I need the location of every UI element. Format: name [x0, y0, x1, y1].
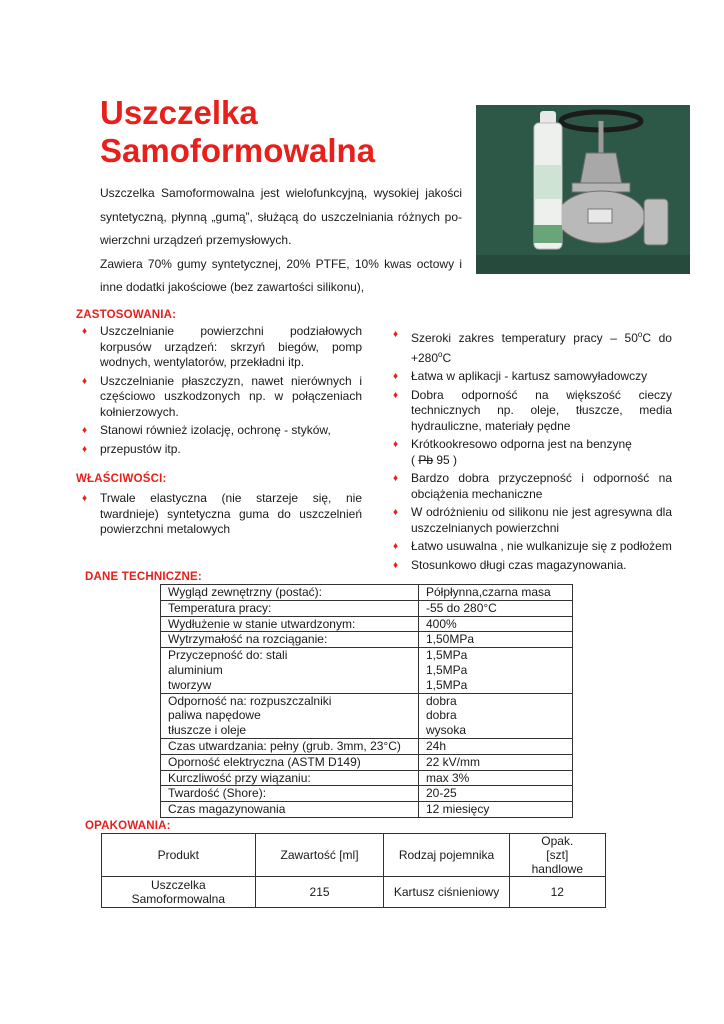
section-heading-opakowania: OPAKOWANIA: [85, 820, 171, 832]
product-photo [476, 105, 690, 274]
column-header: Rodzaj pojemnika [384, 834, 509, 877]
table-row: Twardość (Shore): 20-25 [161, 786, 573, 802]
bullet-icon: ♦ [393, 389, 399, 401]
list-item: ♦ Stanowi również izolację, ochronę - styków, [82, 423, 331, 437]
list-item: ♦ Bardzo dobra przyczepność i odporność na obciążenia mechaniczne [393, 471, 672, 501]
valve-and-cartridge-image [476, 105, 690, 274]
list-item: ♦ Łatwo usuwalna , nie wulkanizuje się z podłożem [393, 539, 672, 553]
intro-text [100, 182, 462, 300]
list-item: ♦ Krótkookresowo odporna jest na benzynę ( Pb 95 ) [393, 437, 632, 467]
properties-list-right [390, 327, 672, 576]
list-item: ♦ przepustów itp. [82, 441, 181, 456]
bullet-icon: ♦ [393, 507, 399, 518]
title-line-2: Samoformowalna [100, 132, 376, 169]
bullet-icon: ♦ [393, 473, 399, 484]
zastosowania-list [79, 324, 362, 460]
intro-paragraph-1: Uszczelka Samoformowalna jest wielofunkcyjną, wysokiej jakości syntetyczną, płynną „gumą”, służącą do uszczelniania różnych po-wierzchni urządzeń przemysłowych. [100, 186, 462, 247]
list-item: ♦ Uszczelnianie płaszczyzn, nawet nierównych i częściowo uszkodzonych np. w połączeniach kołnierzowych. [82, 373, 362, 419]
table-row: Oporność elektryczna (ASTM D149) 22 kV/mm [161, 754, 573, 770]
list-item: ♦ Stosunkowo długi czas magazynowania. [393, 557, 627, 572]
bullet-icon: ♦ [82, 375, 88, 387]
list-item: ♦ Uszczelnianie powierzchni podziałowych korpusów urządzeń: skrzyń biegów, pomp wodnych, wentylatorów, przekładni itp. [82, 324, 362, 369]
column-header: Zawartość [ml] [255, 834, 384, 877]
bullet-icon: ♦ [393, 439, 399, 450]
wlasciwosci-list [79, 491, 362, 541]
table-row: Kurczliwość przy wiązaniu: max 3% [161, 770, 573, 786]
list-item: ♦ Trwale elastyczna (nie starzeje się, nie twardnieje) syntetyczna guma do uszczelnień powierzchni metalowych [82, 491, 362, 536]
section-heading-wlasciwosci: WŁAŚCIWOŚCI: [76, 473, 167, 485]
bullet-icon: ♦ [82, 493, 88, 504]
section-heading-zastosowania: ZASTOSOWANIA: [76, 309, 177, 321]
list-item: ♦ Łatwa w aplikacji - kartusz samowyładowczy [393, 369, 648, 383]
table-header-row [102, 834, 606, 877]
list-item: ♦ Dobra odporność na większość cieczy technicznych np. oleje, tłuszcze, media hydrauliczne, materiały pędne [393, 387, 672, 433]
document-title [100, 94, 375, 170]
table-row: Temperatura pracy: -55 do 280°C [161, 600, 573, 616]
intro-paragraph-2: Zawiera 70% gumy syntetycznej, 20% PTFE, 10% kwas octowy i inne dodatki jakościowe (bez zawartości silikonu), [100, 256, 462, 294]
technical-data-table [160, 584, 573, 818]
table-row: Uszczelka Samoformowalna 215 Kartusz ciśnieniowy 12 [102, 877, 606, 908]
title-line-1: Uszczelka [100, 94, 258, 131]
bullet-icon: ♦ [82, 425, 88, 436]
table-row: Wydłużenie w stanie utwardzonym: 400% [161, 616, 573, 632]
struck-text: Pb [418, 452, 434, 467]
table-row: Wygląd zewnętrzny (postać): Półpłynna,czarna masa [161, 585, 573, 601]
table-row: Czas utwardzania: pełny (grub. 3mm, 23°C) 24h [161, 738, 573, 754]
table-row: Wytrzymałość na rozciąganie: 1,50MPa [161, 632, 573, 648]
table-row: Przyczepność do: stali aluminium tworzyw 1,5MPa 1,5MPa 1,5MPa [161, 648, 573, 693]
table-row: Czas magazynowania 12 miesięcy [161, 802, 573, 818]
packaging-table [101, 833, 606, 908]
column-header: Opak. [szt] handlowe [509, 834, 605, 877]
bullet-icon: ♦ [393, 559, 399, 571]
list-item: ♦ Szeroki zakres temperatury pracy – 50$^o$C do $+280^oC$ [393, 329, 672, 365]
section-heading-dane-techniczne: DANE TECHNICZNE: [85, 571, 202, 583]
bullet-icon: ♦ [82, 443, 88, 455]
list-item: ♦ W odróżnieniu od silikonu nie jest agresywna dla uszczelnianych powierzchni [393, 505, 672, 535]
column-header: Produkt [102, 834, 256, 877]
bullet-icon: ♦ [82, 326, 88, 337]
bullet-icon: ♦ [393, 329, 399, 340]
bullet-icon: ♦ [393, 371, 399, 382]
bullet-icon: ♦ [393, 541, 399, 552]
table-row: Odporność na: rozpuszczalniki paliwa napędowe tłuszcze i oleje dobra dobra wysoka [161, 693, 573, 738]
